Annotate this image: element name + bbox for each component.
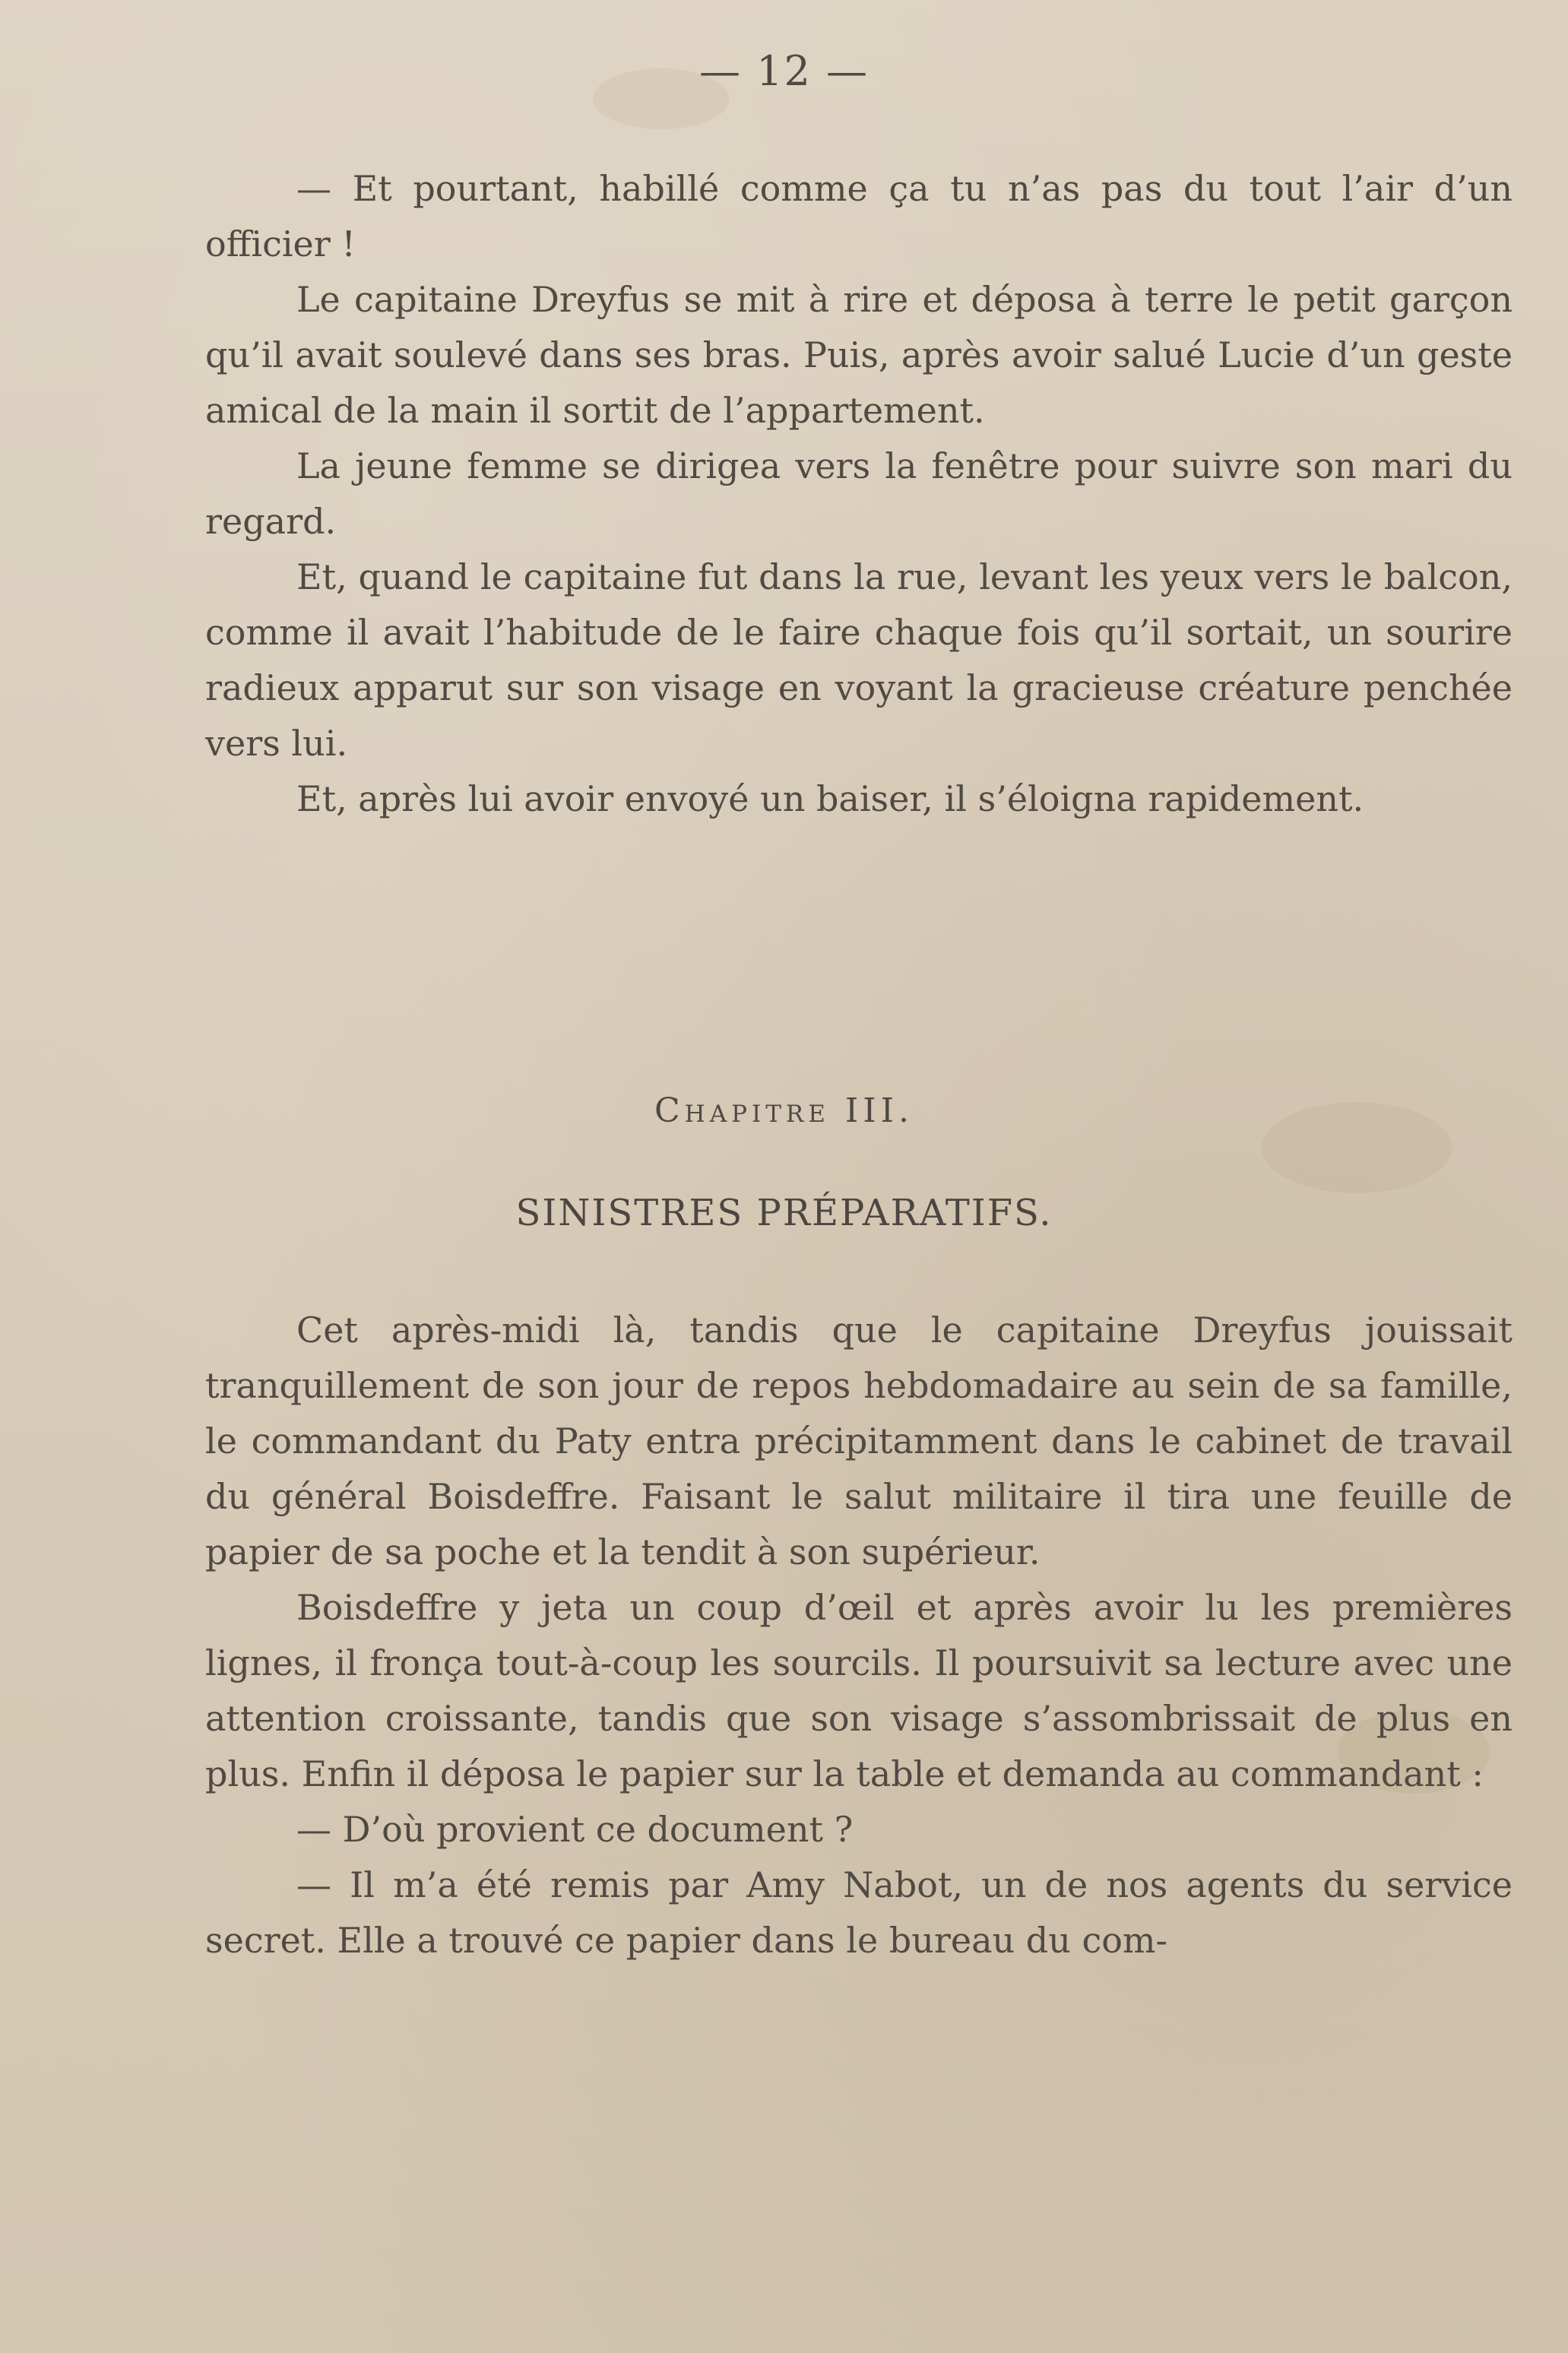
paragraph: — Et pourtant, habillé comme ça tu n’as pas du tout l’air d’un officier ! xyxy=(205,168,1513,264)
page-number: — 12 — xyxy=(698,47,870,95)
paragraph: Et, quand le capitaine fut dans la rue, levant les yeux vers le balcon, comme il avait l’habitude de le faire chaque fois qu’il sortait, un sourire radieux apparut sur son visage en voyant la gracieuse créature penchée vers lui. xyxy=(205,556,1513,764)
paragraph: Et, après lui avoir envoyé un baiser, il s’éloigna rapidement. xyxy=(296,778,1364,819)
chapter-label: Chapitre III. xyxy=(654,1091,914,1130)
paragraph: La jeune femme se dirigea vers la fenêtre pour suivre son mari du regard. xyxy=(205,445,1513,542)
paragraph: Le capitaine Dreyfus se mit à rire et déposa à terre le petit garçon qu’il avait soulevé dans ses bras. Puis, après avoir salué Lucie d’un geste amical de la main il sortit de l’appartement. xyxy=(205,279,1513,431)
text-block-bottom xyxy=(205,1303,1513,1968)
paragraph: Cet après-midi là, tandis que le capitaine Dreyfus jouissait tranquillement de son jour de repos hebdomadaire au sein de sa famille, le commandant du Paty entra précipitamment dans le cabinet de travail du général Boisdeffre. Faisant le salut militaire il tira une feuille de papier de sa poche et la tendit à son supérieur. xyxy=(205,1310,1513,1572)
paragraph: — D’où provient ce document ? xyxy=(296,1809,854,1850)
chapter-title: SINISTRES PRÉPARATIFS. xyxy=(515,1192,1053,1234)
text-block-top xyxy=(205,161,1513,827)
paragraph: — Il m’a été remis par Amy Nabot, un de nos agents du service secret. Elle a trouvé ce papier dans le bureau du com- xyxy=(205,1864,1513,1961)
paragraph: Boisdeffre y jeta un coup d’œil et après avoir lu les premières lignes, il fronça tout-à-coup les sourcils. Il poursuivit sa lecture avec une attention croissante, tandis que son visage s’assombrissait de plus en plus. Enfin il déposa le papier sur la table et demanda au commandant : xyxy=(205,1587,1513,1794)
